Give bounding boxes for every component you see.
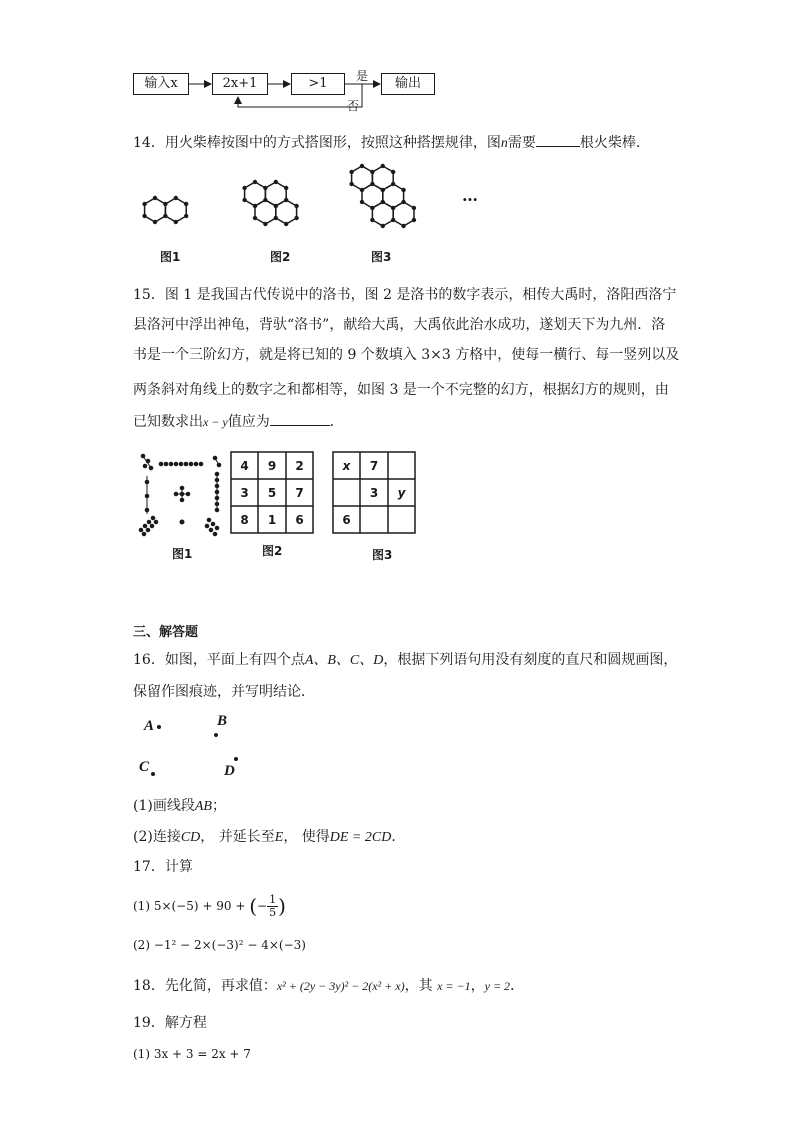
- q15-luoshu-figure: [135, 452, 230, 542]
- q17-sub1: (1) 5×(−5) + 90 + (− $\frac{1}{5}$ ): [133, 892, 286, 919]
- grid-cell-value: x: [342, 459, 351, 473]
- q14-text: 14．用火柴棒按图中的方式搭图形，按照这种搭摆规律，图n需要 根火柴棒．: [133, 132, 650, 153]
- grid-cell-value: 6: [342, 513, 351, 527]
- matchstick-hexagon: [255, 200, 276, 224]
- flow-arrows: [0, 0, 794, 120]
- matchstick-joint: [370, 182, 374, 186]
- matchstick-joint: [401, 200, 405, 204]
- grid-cell-value: 7: [369, 459, 379, 473]
- grid-cell-value: y: [397, 486, 406, 500]
- matchstick-joint: [274, 204, 278, 208]
- grid-cell-value: 4: [240, 459, 249, 473]
- grid-cell-value: 6: [295, 513, 304, 527]
- matchstick-joint: [391, 182, 395, 186]
- matchstick-hexagon: [165, 198, 186, 222]
- flow-box-compute: 2x+1: [212, 73, 268, 95]
- q15-caption-fig3: 图3: [372, 548, 393, 562]
- matchstick-joint: [381, 188, 385, 192]
- q16-line2: 保留作图痕迹，并写明结论．: [133, 684, 315, 700]
- matchstick-joint: [370, 206, 374, 210]
- matchstick-joint: [381, 224, 385, 228]
- grid-cell-value: 2: [295, 459, 304, 473]
- point-b: [214, 733, 218, 737]
- q18-expression: x² + (2y − 3y)² − 2(x² + x): [276, 979, 405, 993]
- matchstick-joint: [184, 214, 188, 218]
- matchstick-joint: [284, 186, 288, 190]
- q15-magic-square-complete: [230, 451, 316, 535]
- q15-blank: [270, 411, 330, 426]
- matchstick-joint: [263, 198, 267, 202]
- matchstick-joint: [142, 202, 146, 206]
- matchstick-joint: [263, 222, 267, 226]
- matchstick-joint: [274, 216, 278, 220]
- q14-ellipsis: …: [462, 186, 478, 205]
- q15-caption-fig1: 图1: [172, 547, 193, 561]
- matchstick-joint: [163, 214, 167, 218]
- matchstick-joint: [412, 206, 416, 210]
- matchstick-joint: [284, 222, 288, 226]
- matchstick-joint: [401, 188, 405, 192]
- grid-cell-value: 7: [295, 486, 304, 500]
- matchstick-joint: [360, 188, 364, 192]
- q15-caption-fig2: 图2: [262, 544, 283, 558]
- matchstick-joint: [242, 186, 246, 190]
- point-a: [157, 725, 161, 729]
- matchstick-joint: [253, 216, 257, 220]
- matchstick-joint: [370, 218, 374, 222]
- matchstick-joint: [349, 182, 353, 186]
- matchstick-joint: [184, 202, 188, 206]
- q14-matchstick-figures: [130, 160, 490, 270]
- flow-box-output: 输出: [381, 73, 435, 95]
- q15-line2: 县洛河中浮出神龟，背驮“洛书”，献给大禹，大禹依此治水成功，遂划天下为九州．洛: [133, 317, 666, 333]
- point-d-label: D: [224, 763, 235, 779]
- matchstick-joint: [391, 170, 395, 174]
- luoshu-top-dots: [159, 462, 203, 466]
- q17-sub2: (2) −1² − 2×(−3)² − 4×(−3): [133, 938, 306, 952]
- matchstick-joint: [284, 198, 288, 202]
- matchstick-hexagon: [372, 202, 393, 226]
- matchstick-joint: [174, 220, 178, 224]
- matchstick-joint: [360, 200, 364, 204]
- point-b-label: B: [217, 713, 228, 729]
- grid-cell-value: 5: [267, 486, 277, 500]
- point-c-label: C: [139, 759, 150, 775]
- grid-cell-value: 9: [267, 459, 277, 473]
- grid-cell-value: 3: [240, 486, 249, 500]
- q15-line5: 已知数求出x − y值应为 ．: [133, 411, 344, 431]
- flow-yes-label: 是: [356, 69, 369, 83]
- q14-blank: [536, 132, 580, 147]
- q17-title: 17．计算: [133, 859, 193, 875]
- matchstick-joint: [274, 180, 278, 184]
- matchstick-joint: [391, 206, 395, 210]
- matchstick-joint: [401, 224, 405, 228]
- q15-line4: 两条斜对角线上的数字之和都相等，如图 3 是一个不完整的幻方，根据幻方的规则，由: [133, 382, 669, 398]
- matchstick-joint: [163, 202, 167, 206]
- matchstick-hexagon: [393, 202, 414, 226]
- point-c: [151, 772, 155, 776]
- matchstick-joint: [242, 198, 246, 202]
- matchstick-joint: [360, 164, 364, 168]
- q17-fraction: $\frac{1}{5}$: [269, 892, 277, 919]
- q19-sub1: (1) 3x + 3 = 2x + 7: [133, 1047, 251, 1061]
- matchstick-joint: [391, 218, 395, 222]
- flow-box-condition: >1: [291, 73, 345, 95]
- point-a-label: A: [144, 718, 155, 734]
- flow-box-input: 输入x: [133, 73, 189, 95]
- matchstick-joint: [381, 200, 385, 204]
- matchstick-joint: [263, 186, 267, 190]
- matchstick-joint: [142, 214, 146, 218]
- matchstick-joint: [370, 170, 374, 174]
- grid-cell-value: 3: [369, 486, 379, 500]
- grid-cell-value: 1: [267, 513, 277, 527]
- flow-no-label: 否: [347, 99, 360, 113]
- q14-caption-fig3: 图3: [371, 250, 392, 264]
- q15-line3: 书是一个三阶幻方，就是将已知的 9 个数填入 3×3 方格中，使每一横行、每一竖列以及: [133, 347, 680, 363]
- section-title: 三、解答题: [133, 625, 199, 640]
- grid-cell-value: 8: [240, 513, 249, 527]
- q19-title: 19．解方程: [133, 1015, 207, 1031]
- matchstick-joint: [153, 196, 157, 200]
- q18-text: 18．先化简，再求值：x² + (2y − 3y)² − 2(x² + x)，其 x = −1，y = 2．: [133, 978, 525, 994]
- matchstick-joint: [294, 204, 298, 208]
- matchstick-joint: [412, 218, 416, 222]
- q14-caption-fig1: 图1: [160, 250, 181, 264]
- matchstick-joint: [294, 216, 298, 220]
- matchstick-joint: [174, 196, 178, 200]
- q14-caption-fig2: 图2: [270, 250, 291, 264]
- q15-line1: 15．图 1 是我国古代传说中的洛书，图 2 是洛书的数字表示，相传大禹时，洛阳西洛宁: [133, 287, 677, 303]
- point-d: [234, 757, 238, 761]
- q16-line1: 16．如图，平面上有四个点A、B、C、D，根据下列语句用没有刻度的直尺和圆规画图，: [133, 652, 678, 668]
- matchstick-joint: [253, 204, 257, 208]
- matchstick-joint: [153, 220, 157, 224]
- matchstick-hexagon: [276, 200, 297, 224]
- matchstick-joint: [381, 164, 385, 168]
- q16-sub1: (1)画线段AB；: [133, 798, 226, 814]
- q15-magic-square-incomplete: [332, 451, 418, 535]
- matchstick-joint: [253, 180, 257, 184]
- q16-sub2: (2)连接CD， 并延长至E， 使得DE = 2CD．: [133, 829, 406, 845]
- matchstick-joint: [349, 170, 353, 174]
- matchstick-hexagon: [145, 198, 166, 222]
